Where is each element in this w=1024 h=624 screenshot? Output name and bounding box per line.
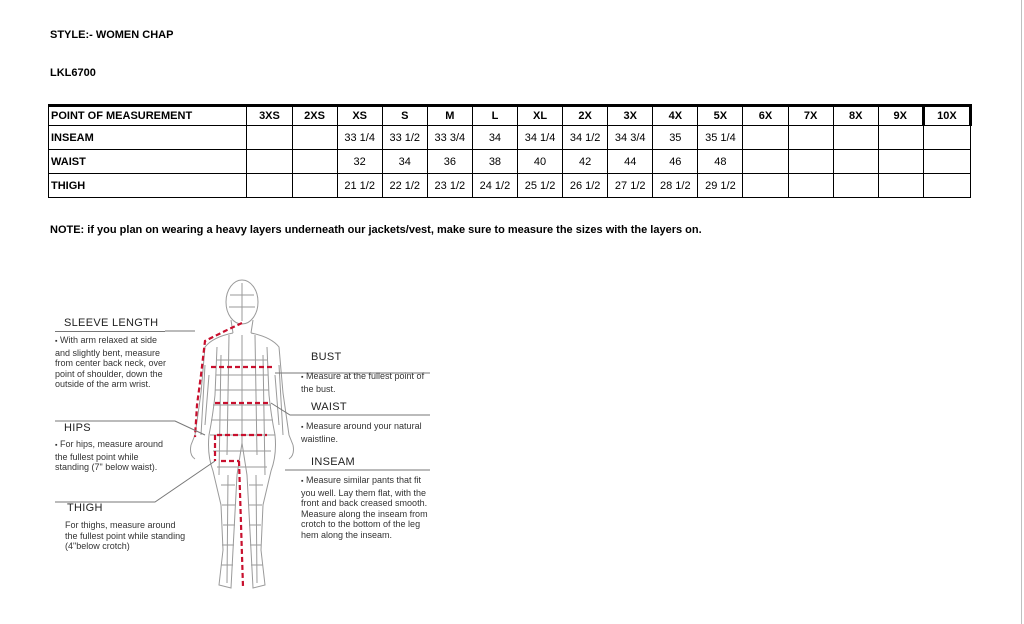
sleeve-length-text: ▪ With arm relaxed at side and slightly bent, measure from center back neck, over point of shoulder, down the outside of the arm wrist. bbox=[55, 335, 167, 389]
measurement-cell bbox=[923, 150, 970, 174]
measurement-cell: 46 bbox=[653, 150, 698, 174]
row-label: THIGH bbox=[49, 174, 247, 198]
measurement-cell: 48 bbox=[698, 150, 743, 174]
hips-text: ▪ For hips, measure around the fullest point while standing (7" below waist). bbox=[55, 439, 164, 472]
column-header-size: 3XS bbox=[247, 106, 292, 126]
measurement-cell: 26 1/2 bbox=[563, 174, 608, 198]
row-label: INSEAM bbox=[49, 126, 247, 150]
layering-note: NOTE: if you plan on wearing a heavy layers underneath our jackets/vest, make sure to measure the sizes with the layers on. bbox=[50, 224, 702, 236]
thigh-label: THIGH bbox=[67, 502, 103, 514]
measurement-cell: 33 1/4 bbox=[337, 126, 382, 150]
table-row bbox=[49, 174, 971, 198]
column-header-size: 10X bbox=[923, 106, 970, 126]
inseam-label: INSEAM bbox=[311, 456, 355, 468]
measurement-cell: 34 1/2 bbox=[563, 126, 608, 150]
measurement-cell: 27 1/2 bbox=[608, 174, 653, 198]
measurement-cell bbox=[923, 174, 970, 198]
measurement-cell bbox=[247, 126, 292, 150]
measurement-cell bbox=[788, 150, 833, 174]
measurement-cell bbox=[743, 150, 788, 174]
measurement-cell: 25 1/2 bbox=[517, 174, 562, 198]
column-header-size: 4X bbox=[653, 106, 698, 126]
column-header-size: M bbox=[427, 106, 472, 126]
page-border bbox=[1021, 0, 1022, 624]
measurement-cell bbox=[247, 150, 292, 174]
column-header-size: XS bbox=[337, 106, 382, 126]
measurement-cell bbox=[878, 174, 923, 198]
bust-text: ▪ Measure at the fullest point of the bust. bbox=[301, 371, 425, 394]
measurement-cell: 24 1/2 bbox=[472, 174, 517, 198]
measurement-cell: 35 bbox=[653, 126, 698, 150]
style-code: LKL6700 bbox=[50, 67, 96, 79]
measurement-cell bbox=[743, 126, 788, 150]
measurement-cell: 33 3/4 bbox=[427, 126, 472, 150]
measurement-diagram bbox=[55, 275, 455, 605]
table-row bbox=[49, 126, 971, 150]
measurement-cell: 44 bbox=[608, 150, 653, 174]
measurement-cell bbox=[788, 174, 833, 198]
measurement-cell: 22 1/2 bbox=[382, 174, 427, 198]
column-header-size: 9X bbox=[878, 106, 923, 126]
measurement-cell bbox=[743, 174, 788, 198]
measurement-cell: 23 1/2 bbox=[427, 174, 472, 198]
waist-label: WAIST bbox=[311, 401, 347, 413]
column-header-size: XL bbox=[517, 106, 562, 126]
measurement-cell bbox=[292, 174, 337, 198]
measurement-cell bbox=[292, 150, 337, 174]
column-header-point-of-measurement: POINT OF MEASUREMENT bbox=[49, 106, 247, 126]
row-label: WAIST bbox=[49, 150, 247, 174]
measurement-cell: 29 1/2 bbox=[698, 174, 743, 198]
table-row bbox=[49, 150, 971, 174]
measurement-cell bbox=[833, 174, 878, 198]
measurement-cell bbox=[247, 174, 292, 198]
column-header-size: 2X bbox=[563, 106, 608, 126]
measurement-cell: 21 1/2 bbox=[337, 174, 382, 198]
sleeve-length-rule bbox=[55, 331, 165, 332]
column-header-size: L bbox=[472, 106, 517, 126]
measurement-cell bbox=[292, 126, 337, 150]
column-header-size: S bbox=[382, 106, 427, 126]
column-header-size: 8X bbox=[833, 106, 878, 126]
measurement-cell bbox=[833, 150, 878, 174]
column-header-size: 2XS bbox=[292, 106, 337, 126]
measurement-cell: 33 1/2 bbox=[382, 126, 427, 150]
style-title: STYLE:- WOMEN CHAP bbox=[50, 29, 174, 41]
column-header-size: 6X bbox=[743, 106, 788, 126]
measurement-cell: 34 bbox=[472, 126, 517, 150]
table-header-row bbox=[49, 106, 971, 126]
hips-label: HIPS bbox=[64, 422, 91, 434]
column-header-size: 7X bbox=[788, 106, 833, 126]
measurement-cell bbox=[878, 150, 923, 174]
column-header-size: 3X bbox=[608, 106, 653, 126]
measurement-cell: 36 bbox=[427, 150, 472, 174]
column-header-size: 5X bbox=[698, 106, 743, 126]
measurement-cell: 35 1/4 bbox=[698, 126, 743, 150]
bust-label: BUST bbox=[311, 351, 342, 363]
size-chart-table bbox=[48, 104, 972, 198]
measurement-cell: 34 1/4 bbox=[517, 126, 562, 150]
measurement-cell bbox=[788, 126, 833, 150]
thigh-text: For thighs, measure around the fullest point while standing (4"below crotch) bbox=[65, 520, 186, 551]
measurement-cell: 28 1/2 bbox=[653, 174, 698, 198]
measurement-cell: 34 bbox=[382, 150, 427, 174]
measurement-cell: 32 bbox=[337, 150, 382, 174]
measurement-cell bbox=[833, 126, 878, 150]
measurement-cell bbox=[923, 126, 970, 150]
waist-text: ▪ Measure around your natural waistline. bbox=[301, 421, 422, 444]
measurement-cell: 40 bbox=[517, 150, 562, 174]
measurement-cell bbox=[878, 126, 923, 150]
measurement-cell: 34 3/4 bbox=[608, 126, 653, 150]
sleeve-length-label: SLEEVE LENGTH bbox=[64, 317, 159, 329]
measurement-cell: 38 bbox=[472, 150, 517, 174]
measurement-cell: 42 bbox=[563, 150, 608, 174]
inseam-text: ▪ Measure similar pants that fit you well. Lay them flat, with the front and back creased smooth. Measure along the inseam from crotch to the bottom of the leg hem along the inseam. bbox=[301, 475, 428, 540]
